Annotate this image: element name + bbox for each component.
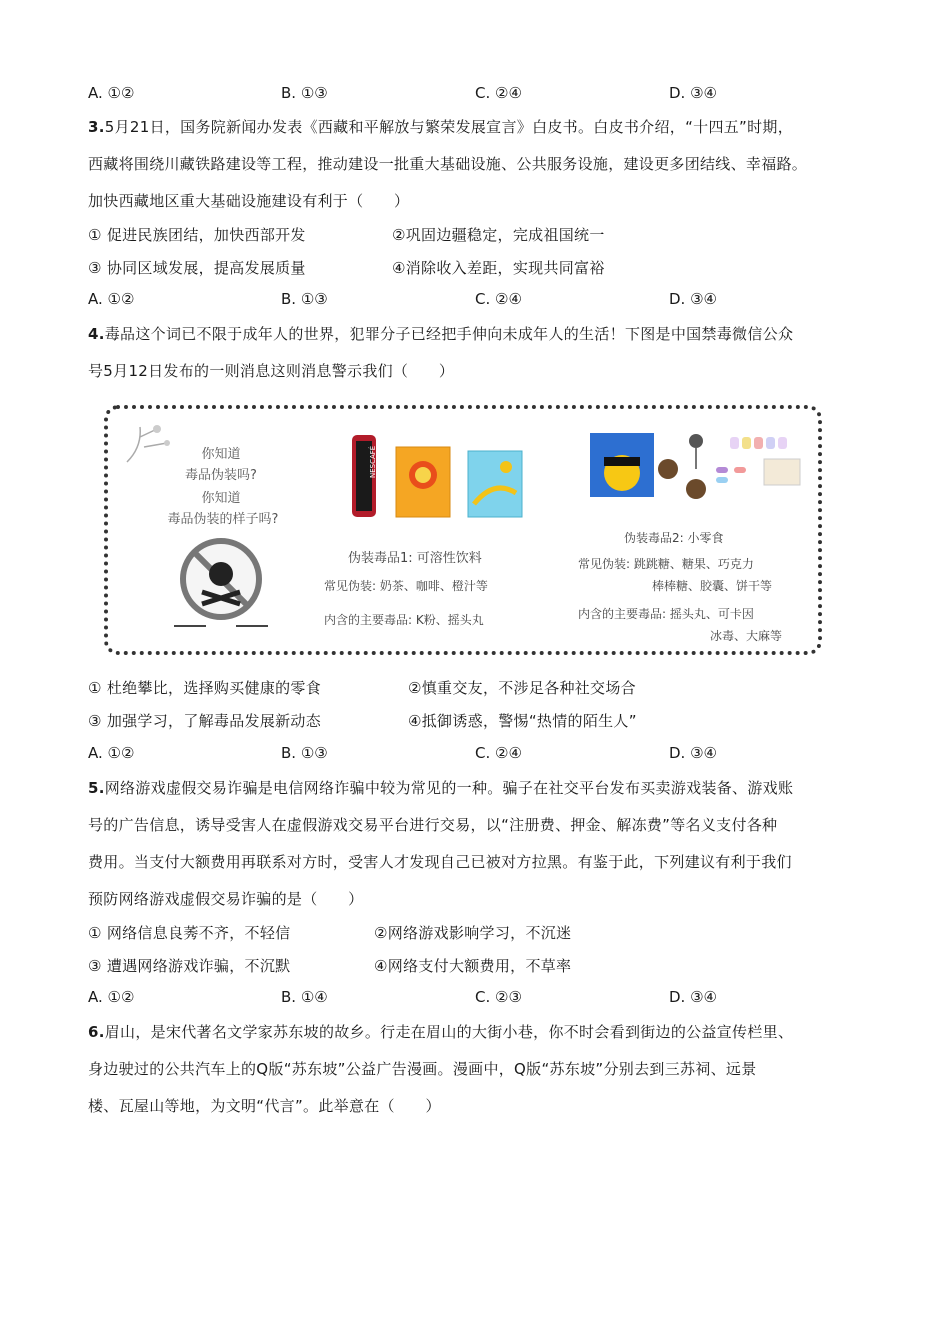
- q6-line-2: 身边驶过的公共汽车上的Q版“苏东坡”公益广告漫画。漫画中，Q版“苏东坡”分别去到三苏祠、远景: [88, 1060, 757, 1078]
- snack-main-drugs-2: 冰毒、大麻等: [710, 629, 783, 643]
- blue-drink-packet-icon: [466, 449, 524, 519]
- q4-option-c[interactable]: C. ②④: [475, 744, 522, 762]
- q3-line-2: 西藏将围绕川藏铁路建设等工程，推动建设一批重大基础设施、公共服务设施，建设更多团结线、幸福路。: [88, 155, 808, 173]
- q3-line-1: [88, 116, 793, 137]
- q3-option-c[interactable]: C. ②④: [475, 290, 522, 308]
- intro-line-2: 毒品伪装吗?: [185, 468, 257, 483]
- q6-line-1: [88, 1021, 793, 1042]
- tree-sketch-icon: [122, 417, 182, 467]
- q4-statement-2: ②慎重交友，不涉足各种社交场合: [408, 679, 636, 697]
- q5-statement-2: ②网络游戏影响学习，不沉迷: [374, 924, 572, 942]
- q5-option-a[interactable]: A. ①②: [88, 988, 135, 1006]
- drink-title: 伪装毒品1: 可溶性饮料: [348, 551, 482, 566]
- q4-option-a[interactable]: A. ①②: [88, 744, 135, 762]
- intro-line-1: 你知道: [201, 447, 241, 462]
- q3-option-a[interactable]: A. ①②: [88, 290, 135, 308]
- nescafe-can-icon: [348, 433, 380, 519]
- candy-packet-icon: [588, 431, 656, 499]
- q3-statement-4: ④消除收入差距，实现共同富裕: [392, 259, 605, 277]
- q3-option-d[interactable]: D. ③④: [669, 290, 717, 308]
- q6-text-1: 眉山，是宋代著名文学家苏东坡的故乡。行走在眉山的大街小巷，你不时会看到街边的公益宣传栏里、: [104, 1023, 794, 1041]
- q2-option-d[interactable]: D. ③④: [669, 84, 717, 102]
- q5-number: 5.: [88, 779, 105, 797]
- intro-line-4: 毒品伪装的样子吗?: [167, 512, 279, 527]
- q5-line-1: [88, 777, 793, 798]
- q6-number: 6.: [88, 1023, 105, 1041]
- intro-line-3: 你知道: [201, 491, 241, 506]
- q5-line-4: 预防网络游戏虚假交易诈骗的是（ ）: [88, 890, 364, 908]
- q4-option-d[interactable]: D. ③④: [669, 744, 717, 762]
- q5-option-c[interactable]: C. ②③: [475, 988, 522, 1006]
- q5-option-d[interactable]: D. ③④: [669, 988, 717, 1006]
- q5-option-b[interactable]: B. ①④: [281, 988, 328, 1006]
- q3-line-3: 加快西藏地区重大基础设施建设有利于（ ）: [88, 192, 410, 210]
- q4-statement-1: ① 杜绝攀比，选择购买健康的零食: [88, 679, 322, 697]
- q4-option-b[interactable]: B. ①③: [281, 744, 328, 762]
- no-drugs-icon: [166, 534, 276, 634]
- candies-and-pills-icon: [656, 433, 806, 503]
- q5-line-3: 费用。当支付大额费用再联系对方时，受害人才发现自己已被对方拉黑。有鉴于此，下列建议有利于我们: [88, 853, 792, 871]
- q4-text-1: 毒品这个词已不限于成年人的世界，犯罪分子已经把手伸向未成年人的生活！下图是中国禁毒微信公众: [104, 325, 794, 343]
- q5-statement-3: ③ 遭遇网络游戏诈骗，不沉默: [88, 957, 291, 975]
- snack-title: 伪装毒品2: 小零食: [624, 531, 724, 545]
- q4-line-1: [88, 323, 793, 344]
- q2-option-a[interactable]: A. ①②: [88, 84, 135, 102]
- q4-statement-3: ③ 加强学习，了解毒品发展新动态: [88, 712, 322, 730]
- q3-statement-1: ① 促进民族团结，加快西部开发: [88, 226, 306, 244]
- q6-line-3: 楼、瓦屋山等地，为文明“代言”。此举意在（ ）: [88, 1097, 441, 1115]
- nescafe-label: NESCAFÉ: [369, 445, 377, 478]
- q2-option-b[interactable]: B. ①③: [281, 84, 328, 102]
- orange-drink-packet-icon: [394, 445, 452, 519]
- q3-statement-3: ③ 协同区域发展，提高发展质量: [88, 259, 306, 277]
- q5-statement-4: ④网络支付大额费用，不草率: [374, 957, 572, 975]
- drug-disguise-infographic: [104, 405, 822, 655]
- snack-common-disguise-2: 棒棒糖、胶囊、饼干等: [652, 579, 773, 593]
- snack-common-disguise-1: 常见伪装: 跳跳糖、糖果、巧克力: [578, 557, 754, 571]
- q5-statement-1: ① 网络信息良莠不齐，不轻信: [88, 924, 291, 942]
- drink-common-disguise: 常见伪装: 奶茶、咖啡、橙汁等: [324, 579, 488, 593]
- drink-main-drugs: 内含的主要毒品: K粉、摇头丸: [324, 613, 484, 627]
- q4-number: 4.: [88, 325, 105, 343]
- q2-option-c[interactable]: C. ②④: [475, 84, 522, 102]
- q3-number: 3.: [88, 118, 105, 136]
- snack-main-drugs-1: 内含的主要毒品: 摇头丸、可卡因: [578, 607, 754, 621]
- q3-option-b[interactable]: B. ①③: [281, 290, 328, 308]
- q5-line-2: 号的广告信息，诱导受害人在虚假游戏交易平台进行交易，以“注册费、押金、解冻费”等名义支付各种: [88, 816, 778, 834]
- q4-line-2: 号5月12日发布的一则消息这则消息警示我们（ ）: [88, 362, 455, 380]
- q3-text-1: 5月21日，国务院新闻办发表《西藏和平解放与繁荣发展宣言》白皮书。白皮书介绍，“十四五”时期，: [104, 118, 794, 136]
- q5-text-1: 网络游戏虚假交易诈骗是电信网络诈骗中较为常见的一种。骗子在社交平台发布买卖游戏装备、游戏账: [104, 779, 794, 797]
- q3-statement-2: ②巩固边疆稳定，完成祖国统一: [392, 226, 605, 244]
- q4-statement-4: ④抵御诱惑，警惕“热情的陌生人”: [408, 712, 637, 730]
